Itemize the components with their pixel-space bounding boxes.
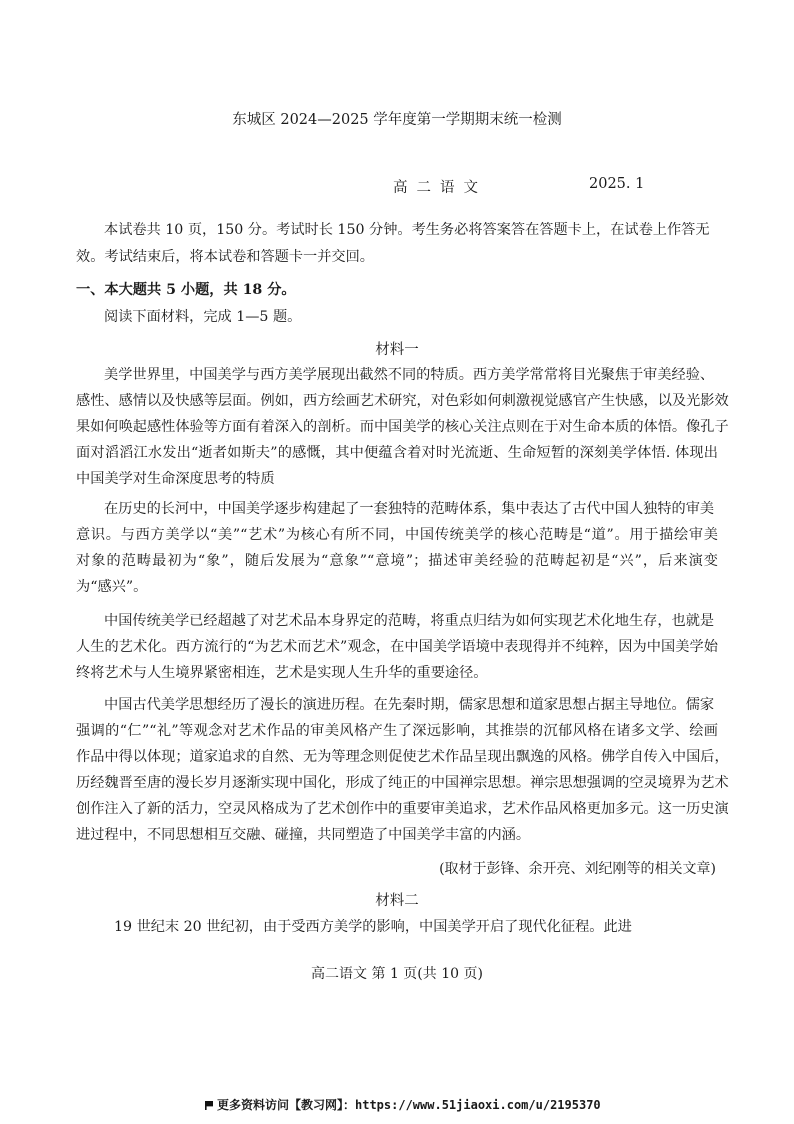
paragraph-line: 进过程中，不同思想相互交融、碰撞，共同塑造了中国美学丰富的内涵。 xyxy=(76,827,531,843)
paragraph-line: 终将艺术与人生境界紧密相连，艺术是实现人生升华的重要途径。 xyxy=(76,665,488,681)
paragraph-line: 对象的范畴最初为“象”，随后发展为“意象”“意境”；描述审美经验的范畴起初是“兴”，后来演变 xyxy=(76,553,718,569)
instructions-line-1: 本试卷共 10 页，150 分。考试时长 150 分钟。考生务必将答案答在答题卡上，在试卷上作答无 xyxy=(104,222,710,238)
paragraph-line: 创作注入了新的活力，空灵风格成为了艺术创作中的重要审美追求，艺术作品风格更加多元。这一历史演 xyxy=(76,801,729,817)
paragraph-line: 19 世纪末 20 世纪初，由于受西方美学的影响，中国美学开启了现代化征程。此进 xyxy=(114,919,632,935)
paragraph-line: 美学世界里，中国美学与西方美学展现出截然不同的特质。西方美学常常将目光聚焦于审美经验、 xyxy=(104,367,715,383)
paragraph-line: 意识。与西方美学以“美”“艺术”为核心有所不同，中国传统美学的核心范畴是“道”。用于描绘审美 xyxy=(76,527,718,543)
promo-link[interactable] xyxy=(205,1096,601,1113)
paragraph-line: 面对滔滔江水发出“逝者如斯夫”的感慨，其中便蕴含着对时光流逝、生命短暂的深刻美学体悟. 体现出 xyxy=(76,445,718,461)
reading-prompt: 阅读下面材料，完成 1—5 题。 xyxy=(104,309,302,325)
page-number: 高二语文 第 1 页(共 10 页) xyxy=(311,966,483,982)
paragraph-line: 果如何唤起感性体验等方面有着深入的剖析。而中国美学的核心关注点则在于对生命本质的体悟。像孔子 xyxy=(76,419,729,435)
flag-icon xyxy=(205,1101,213,1110)
paragraph-line: 中国古代美学思想经历了漫长的演进历程。在先秦时期，儒家思想和道家思想占据主导地位。儒家 xyxy=(104,697,715,713)
subject-label: 高二语文 xyxy=(393,180,487,196)
paragraph-line: 历经魏晋至唐的漫长岁月逐渐实现中国化，形成了纯正的中国禅宗思想。禅宗思想强调的空灵境界为艺术 xyxy=(76,775,729,791)
exam-date: 2025. 1 xyxy=(589,176,645,192)
exam-title: 东城区 2024—2025 学年度第一学期期末统一检测 xyxy=(232,112,562,128)
paragraph-line: 人生的艺术化。西方流行的“为艺术而艺术”观念，在中国美学语境中表现得并不纯粹，因为中国美学始 xyxy=(76,639,718,655)
section-heading: 一、本大题共 5 小题，共 18 分。 xyxy=(76,282,296,298)
material-1-title: 材料一 xyxy=(375,342,419,358)
paragraph-line: 中国美学对生命深度思考的特质 xyxy=(76,471,275,487)
paragraph-line: 感性、感情以及快感等层面。例如，西方绘画艺术研究，对色彩如何刺激视觉感官产生快感，以及光影效 xyxy=(76,393,729,409)
paragraph-line: 强调的“仁”“礼”等观念对艺术作品的审美风格产生了深远影响，其推崇的沉郁风格在诸多文学、绘画 xyxy=(76,723,718,739)
promo-link-text: 更多资料访问【教习网】：https://www.51jiaoxi.com/u/2195370 xyxy=(217,1098,601,1112)
paragraph-line: 在历史的长河中，中国美学逐步构建起了一套独特的范畴体系，集中表达了古代中国人独特的审美 xyxy=(104,501,715,517)
instructions-line-2: 效。考试结束后，将本试卷和答题卡一并交回。 xyxy=(76,249,374,265)
source-citation: (取材于彭锋、余开亮、刘纪刚等的相关文章) xyxy=(439,861,716,877)
material-2-title: 材料二 xyxy=(375,893,419,909)
paragraph-line: 作品中得以体现；道家追求的自然、无为等理念则促使艺术作品呈现出飘逸的风格。佛学自传入中国后， xyxy=(76,749,729,765)
paragraph-line: 中国传统美学已经超越了对艺术品本身界定的范畴，将重点归结为如何实现艺术化地生存，也就是 xyxy=(104,613,715,629)
paragraph-line: 为“感兴”。 xyxy=(76,579,148,595)
